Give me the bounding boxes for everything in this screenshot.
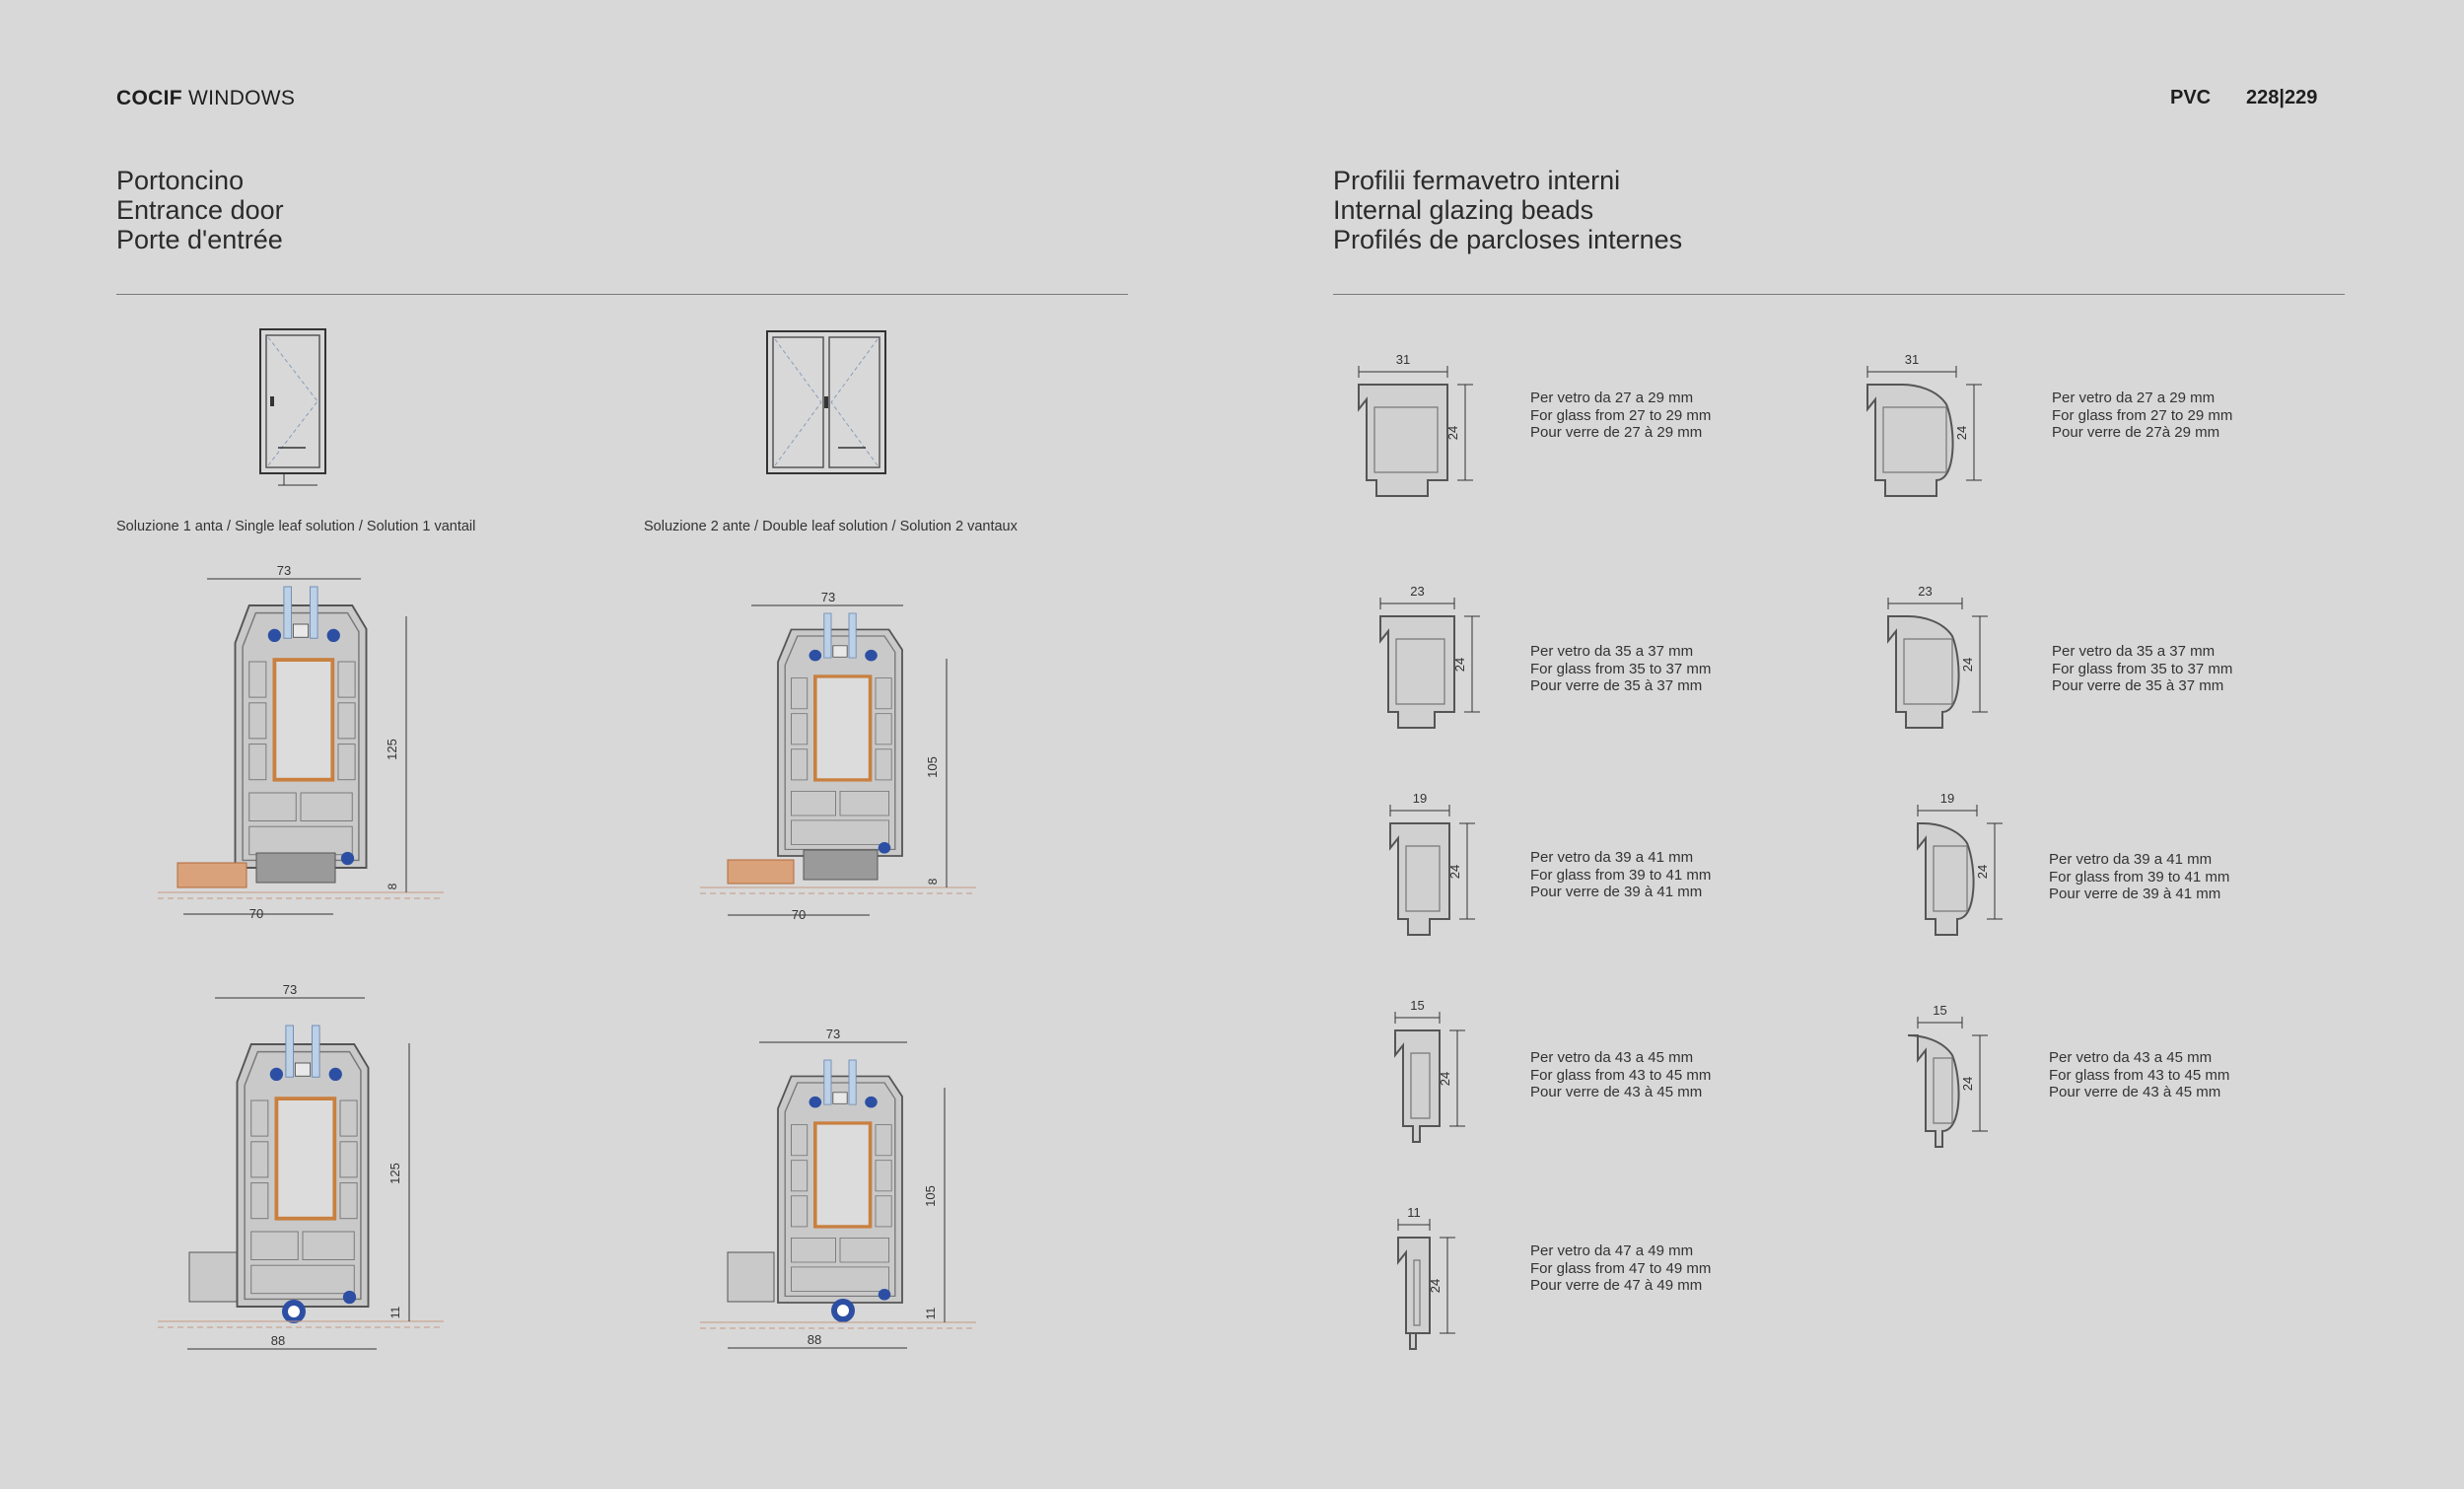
bead-width-label: 23 bbox=[1410, 584, 1425, 599]
category-label: PVC bbox=[2170, 87, 2212, 108]
right-divider bbox=[1333, 294, 2345, 295]
brand-name: COCIF bbox=[116, 87, 182, 109]
glass-range-fr: Pour verre de 43 à 45 mm bbox=[1530, 1084, 1703, 1100]
bead-height-label: 24 bbox=[1452, 657, 1467, 673]
single-door-elevation bbox=[258, 327, 327, 475]
glass-range-fr: Pour verre de 43 à 45 mm bbox=[2049, 1084, 2221, 1100]
right-title bbox=[1333, 166, 1682, 254]
left-divider bbox=[116, 294, 1128, 295]
glazing-bead-profile bbox=[1388, 1203, 1536, 1371]
bead-width-label: 19 bbox=[1412, 791, 1428, 806]
bead-width-label: 15 bbox=[1410, 998, 1425, 1013]
glass-range-fr: Pour verre de 47 à 49 mm bbox=[1530, 1277, 1703, 1294]
dim-base: 11 bbox=[924, 1307, 938, 1320]
dim-top: 73 bbox=[820, 590, 836, 604]
glass-range-it: Per vetro da 35 a 37 mm bbox=[1530, 643, 1694, 660]
left-title-fr: Porte d'entrée bbox=[116, 225, 283, 254]
glazing-bead-profile bbox=[1349, 350, 1497, 518]
section-single-leaf-threshold bbox=[158, 563, 444, 922]
dim-top: 73 bbox=[276, 563, 292, 578]
bead-glass-range bbox=[2049, 1049, 2229, 1101]
bead-height-label: 24 bbox=[1960, 657, 1975, 673]
right-title-en: Internal glazing beads bbox=[1333, 195, 1594, 225]
bead-height-label: 24 bbox=[1975, 864, 1990, 880]
bead-width-label: 11 bbox=[1407, 1205, 1421, 1220]
glass-range-it: Per vetro da 39 a 41 mm bbox=[2049, 851, 2213, 868]
dim-bottom: 70 bbox=[248, 906, 264, 921]
page-numbers: 228|229 bbox=[2246, 87, 2318, 108]
right-title-fr: Profilés de parcloses internes bbox=[1333, 225, 1683, 254]
glass-range-fr: Pour verre de 27à 29 mm bbox=[2052, 424, 2220, 441]
dim-height: 125 bbox=[385, 739, 399, 760]
bead-glass-range bbox=[1530, 643, 1711, 695]
glass-range-en: For glass from 39 to 41 mm bbox=[2049, 868, 2230, 886]
dim-height: 125 bbox=[387, 1163, 402, 1184]
bead-glass-range bbox=[1530, 390, 1711, 442]
glass-range-it: Per vetro da 27 a 29 mm bbox=[2052, 390, 2216, 406]
glass-range-en: For glass from 35 to 37 mm bbox=[1530, 660, 1712, 677]
section-double-leaf-threshold bbox=[700, 592, 986, 927]
glazing-bead-profile bbox=[1385, 996, 1533, 1164]
bead-glass-range bbox=[2052, 390, 2232, 442]
dim-base: 11 bbox=[388, 1306, 402, 1319]
brand-label bbox=[116, 87, 295, 110]
dim-height: 105 bbox=[925, 756, 940, 778]
glass-range-it: Per vetro da 27 a 29 mm bbox=[1530, 390, 1694, 406]
glass-range-en: For glass from 43 to 45 mm bbox=[1530, 1066, 1712, 1084]
single-leaf-caption: Soluzione 1 anta / Single leaf solution / Solution 1 vantail bbox=[116, 519, 476, 534]
glass-range-it: Per vetro da 43 a 45 mm bbox=[2049, 1049, 2213, 1066]
glass-range-en: For glass from 47 to 49 mm bbox=[1530, 1259, 1712, 1277]
glazing-bead-profile bbox=[1908, 789, 2056, 957]
glazing-bead-profile bbox=[1908, 1001, 2056, 1169]
glass-range-en: For glass from 27 to 29 mm bbox=[2052, 406, 2233, 424]
glass-range-fr: Pour verre de 27 à 29 mm bbox=[1530, 424, 1703, 441]
bead-width-label: 19 bbox=[1939, 791, 1955, 806]
dim-top: 73 bbox=[282, 982, 298, 997]
bead-height-label: 24 bbox=[1954, 425, 1969, 441]
section-double-leaf-drop-seal bbox=[700, 1027, 986, 1361]
bead-width-label: 31 bbox=[1904, 352, 1920, 367]
dim-top: 73 bbox=[825, 1027, 841, 1041]
dim-height: 105 bbox=[923, 1185, 938, 1207]
bead-glass-range bbox=[1530, 1242, 1711, 1295]
bead-glass-range bbox=[2049, 851, 2229, 903]
glazing-bead-profile bbox=[1371, 582, 1518, 749]
bead-width-label: 15 bbox=[1933, 1003, 1947, 1018]
brand-suffix: WINDOWS bbox=[187, 87, 296, 109]
glass-range-en: For glass from 35 to 37 mm bbox=[2052, 660, 2233, 677]
bead-height-label: 24 bbox=[1445, 425, 1460, 441]
glass-range-it: Per vetro da 39 a 41 mm bbox=[1530, 849, 1694, 866]
double-door-elevation bbox=[765, 329, 887, 475]
glass-range-fr: Pour verre de 35 à 37 mm bbox=[2052, 677, 2224, 694]
dim-base: 8 bbox=[386, 883, 399, 890]
glass-range-fr: Pour verre de 35 à 37 mm bbox=[1530, 677, 1703, 694]
glass-range-en: For glass from 43 to 45 mm bbox=[2049, 1066, 2230, 1084]
double-leaf-caption: Soluzione 2 ante / Double leaf solution / Solution 2 vantaux bbox=[644, 519, 1018, 534]
bead-glass-range bbox=[2052, 643, 2232, 695]
glass-range-it: Per vetro da 35 a 37 mm bbox=[2052, 643, 2216, 660]
glazing-bead-profile bbox=[1380, 789, 1528, 957]
bead-width-label: 23 bbox=[1918, 584, 1933, 599]
bead-glass-range bbox=[1530, 1049, 1711, 1101]
left-title bbox=[116, 166, 284, 254]
dim-bottom: 88 bbox=[270, 1333, 286, 1348]
left-title-en: Entrance door bbox=[116, 195, 284, 225]
bead-width-label: 31 bbox=[1395, 352, 1411, 367]
glass-range-fr: Pour verre de 39 à 41 mm bbox=[1530, 884, 1703, 900]
bead-height-label: 24 bbox=[1447, 864, 1462, 880]
dim-bottom: 70 bbox=[791, 907, 807, 922]
glass-range-en: For glass from 39 to 41 mm bbox=[1530, 866, 1712, 884]
bead-glass-range bbox=[1530, 849, 1711, 901]
right-title-it: Profilii fermavetro interni bbox=[1333, 166, 1621, 195]
glass-range-it: Per vetro da 47 a 49 mm bbox=[1530, 1242, 1694, 1259]
bead-height-label: 24 bbox=[1960, 1076, 1975, 1092]
dim-bottom: 88 bbox=[807, 1332, 822, 1347]
bead-height-label: 24 bbox=[1438, 1071, 1452, 1087]
bead-height-label: 24 bbox=[1428, 1278, 1443, 1294]
glass-range-fr: Pour verre de 39 à 41 mm bbox=[2049, 886, 2221, 902]
glazing-bead-profile bbox=[1858, 350, 2006, 518]
section-single-leaf-drop-seal bbox=[158, 982, 444, 1361]
glass-range-en: For glass from 27 to 29 mm bbox=[1530, 406, 1712, 424]
left-title-it: Portoncino bbox=[116, 166, 245, 195]
glass-range-it: Per vetro da 43 a 45 mm bbox=[1530, 1049, 1694, 1066]
dim-base: 8 bbox=[926, 878, 940, 886]
glazing-bead-profile bbox=[1878, 582, 2026, 749]
